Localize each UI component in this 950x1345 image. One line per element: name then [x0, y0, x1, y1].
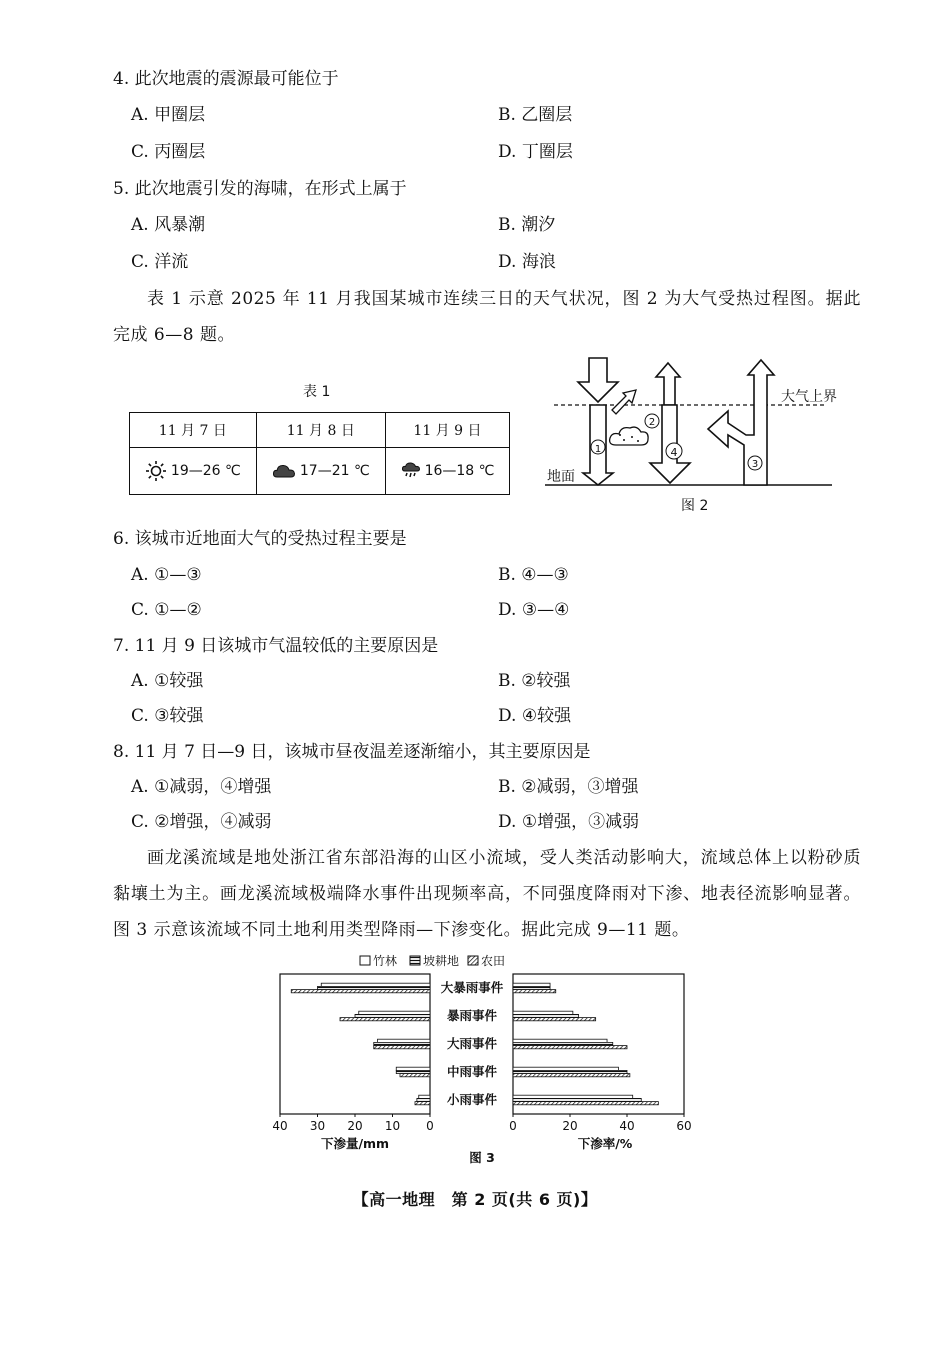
q5-stem: 5. 此次地震引发的海啸，在形式上属于 — [113, 179, 407, 199]
left-tick-label-1: 30 — [309, 1119, 326, 1133]
date-nov8: 11 月 8 日 — [256, 413, 385, 448]
left-tick-label-0: 40 — [272, 1119, 288, 1133]
table1-title: 表 1 — [303, 384, 331, 400]
q4-option-b: B. 乙圈层 — [498, 105, 573, 125]
left-bar-竹林-1 — [359, 1011, 430, 1014]
q7-option-d: D. ④较强 — [498, 706, 572, 726]
temp-nov8: 17—21 ℃ — [299, 463, 370, 479]
date-nov9: 11 月 9 日 — [385, 413, 509, 448]
right-bar-坡耕地-2 — [513, 1042, 613, 1045]
category-label-0: 大暴雨事件 — [440, 980, 504, 995]
q8-option-d: D. ①增强，③减弱 — [498, 812, 640, 832]
left-tick-label-4: 0 — [426, 1119, 434, 1133]
q7-stem: 7. 11 月 9 日该城市气温较低的主要原因是 — [113, 636, 439, 656]
q5-option-d: D. 海浪 — [498, 252, 556, 272]
right-bar-坡耕地-3 — [513, 1070, 627, 1073]
right-bar-农田-0 — [513, 990, 556, 993]
svg-text:4: 4 — [670, 446, 678, 459]
left-bar-坡耕地-3 — [396, 1070, 430, 1073]
left-axis-label: 下渗量/mm — [320, 1136, 390, 1151]
figure2-caption: 图 2 — [681, 498, 709, 514]
left-tick-label-3: 10 — [384, 1119, 401, 1133]
legend-swatch-0 — [360, 956, 370, 965]
right-bar-竹林-1 — [513, 1011, 573, 1014]
left-bar-坡耕地-4 — [417, 1098, 430, 1101]
arrow-2 — [612, 390, 636, 414]
legend-swatch-1 — [410, 956, 420, 965]
right-tick-label-1: 20 — [562, 1119, 578, 1133]
arrow-3 — [708, 360, 774, 485]
cloud-shape — [610, 427, 649, 445]
left-bar-坡耕地-1 — [355, 1014, 430, 1017]
temp-nov7: 19—26 ℃ — [170, 463, 241, 479]
q7-option-c: C. ③较强 — [131, 706, 204, 726]
intro-paragraph-2: 画龙溪流域是地处浙江省东部沿海的山区小流域，受人类活动影响大，流域总体上以粉砂质黏壤土为主。画龙溪流域极端降水事件出现频率高，不同强度降雨对下渗、地表径流影响显著。图 3 示意该流域不同土地利用类型降雨—下渗变化。据此完成 9—11 题。 — [113, 848, 861, 940]
left-bar-农田-0 — [291, 990, 430, 993]
temp-nov9: 16—18 ℃ — [424, 463, 495, 479]
right-axis-label: 下渗率/% — [577, 1136, 633, 1151]
q6-stem: 6. 该城市近地面大气的受热过程主要是 — [113, 529, 407, 549]
q7-option-a: A. ①较强 — [131, 671, 204, 691]
upper-boundary-label: 大气上界 — [781, 389, 837, 405]
left-bar-农田-3 — [400, 1074, 430, 1077]
right-tick-label-0: 0 — [509, 1119, 517, 1133]
left-bar-坡耕地-2 — [374, 1042, 430, 1045]
legend-label-2: 农田 — [481, 954, 506, 968]
arrow-4-up — [656, 363, 680, 405]
q4-option-a: A. 甲圈层 — [131, 105, 206, 125]
category-label-3: 中雨事件 — [446, 1064, 498, 1079]
q6-option-d: D. ③—④ — [498, 600, 570, 620]
right-bar-坡耕地-1 — [513, 1014, 579, 1017]
q8-option-b: B. ②减弱，③增强 — [498, 777, 639, 797]
date-nov7: 11 月 7 日 — [130, 413, 257, 448]
right-bar-竹林-0 — [513, 983, 550, 986]
figure3-caption: 图 3 — [469, 1150, 495, 1165]
right-bar-坡耕地-4 — [513, 1098, 641, 1101]
left-bar-农田-2 — [374, 1046, 430, 1049]
weather-table — [129, 412, 510, 495]
left-tick-label-2: 20 — [347, 1119, 363, 1133]
q8-option-a: A. ①减弱，④增强 — [131, 777, 272, 797]
category-label-2: 大雨事件 — [446, 1036, 498, 1051]
left-bar-农田-1 — [340, 1018, 430, 1021]
q6-option-c: C. ①—② — [131, 600, 202, 620]
right-tick-label-2: 40 — [619, 1119, 635, 1133]
q7-option-b: B. ②较强 — [498, 671, 571, 691]
legend-swatch-2 — [468, 956, 478, 965]
atmosphere-heating-diagram — [540, 355, 840, 515]
q4-option-d: D. 丁圈层 — [498, 142, 573, 162]
right-bar-农田-2 — [513, 1046, 627, 1049]
left-bar-竹林-3 — [396, 1067, 430, 1070]
right-bar-农田-3 — [513, 1074, 630, 1077]
q5-option-a: A. 风暴潮 — [131, 215, 206, 235]
infiltration-chart — [260, 950, 700, 1165]
q5-option-c: C. 洋流 — [131, 252, 189, 272]
legend-label-1: 坡耕地 — [423, 954, 460, 968]
category-label-1: 暴雨事件 — [446, 1008, 498, 1023]
legend-label-0: 竹林 — [373, 954, 398, 968]
q8-option-c: C. ②增强，④减弱 — [131, 812, 272, 832]
intro-paragraph-1: 表 1 示意 2025 年 11 月我国某城市连续三日的天气状况，图 2 为大气受热过程图。据此完成 6—8 题。 — [113, 289, 861, 345]
category-label-4: 小雨事件 — [446, 1092, 498, 1107]
cloud-icon — [272, 462, 296, 480]
left-bar-农田-4 — [415, 1102, 430, 1105]
right-bar-农田-1 — [513, 1018, 596, 1021]
right-bar-竹林-4 — [513, 1095, 633, 1098]
right-bar-竹林-3 — [513, 1067, 618, 1070]
svg-text:2: 2 — [648, 417, 656, 428]
rain-icon — [401, 461, 421, 481]
solar-radiation-arrow — [578, 358, 618, 402]
left-bar-竹林-0 — [321, 983, 430, 986]
right-bar-坡耕地-0 — [513, 986, 550, 989]
q4-option-c: C. 丙圈层 — [131, 142, 206, 162]
svg-text:3: 3 — [751, 459, 759, 470]
ground-label: 地面 — [547, 469, 575, 485]
q4-stem: 4. 此次地震的震源最可能位于 — [113, 69, 339, 89]
right-tick-label-3: 60 — [676, 1119, 692, 1133]
left-bar-竹林-4 — [419, 1095, 430, 1098]
svg-text:1: 1 — [594, 444, 602, 455]
q6-option-a: A. ①—③ — [131, 565, 202, 585]
right-bar-农田-4 — [513, 1102, 658, 1105]
left-bar-竹林-2 — [378, 1039, 431, 1042]
q8-stem: 8. 11 月 7 日—9 日，该城市昼夜温差逐渐缩小，其主要原因是 — [113, 742, 591, 762]
left-bar-坡耕地-0 — [318, 986, 431, 989]
page-footer: 【高一地理 第 2 页(共 6 页)】 — [352, 1190, 598, 1209]
q6-option-b: B. ④—③ — [498, 565, 569, 585]
sun-icon — [145, 460, 167, 482]
q5-option-b: B. 潮汐 — [498, 215, 556, 235]
right-bar-竹林-2 — [513, 1039, 607, 1042]
